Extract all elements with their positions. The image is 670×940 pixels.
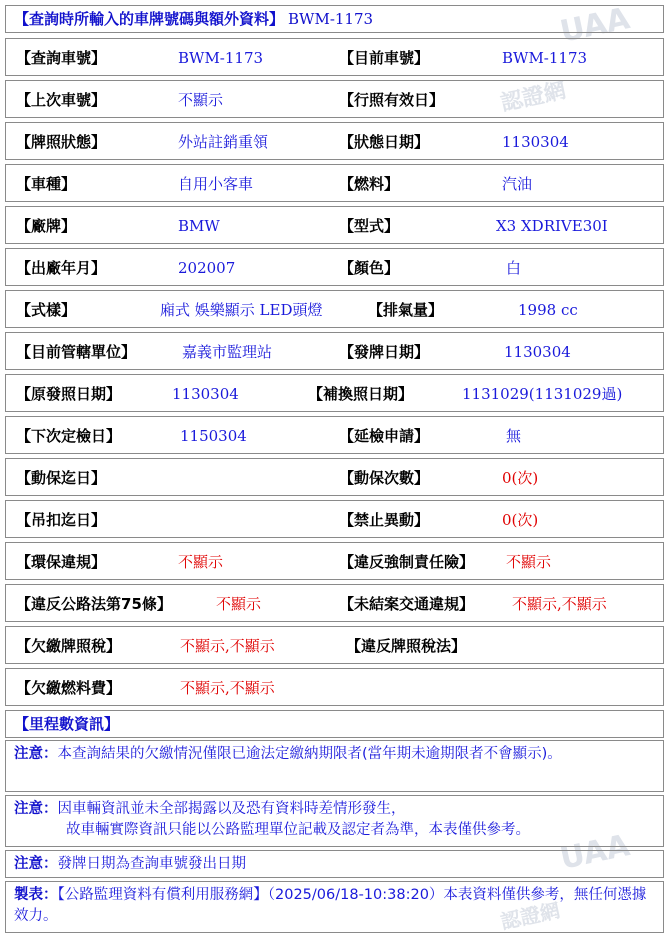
label-next-inspection: 【下次定檢日】 [16,427,122,445]
label-style: 【式樣】 [16,301,77,319]
note-label: 注意： [14,856,58,872]
label-plate-status: 【牌照狀態】 [16,133,107,151]
value-brand: BMW [178,217,220,235]
row-suspension [5,500,664,538]
value-status-date: 1130304 [502,133,569,151]
watermark-bottom: UAA [557,828,633,877]
row-fuel-fee [5,668,664,706]
value-previous-plate: 不顯示 [178,91,224,109]
value-vehicle-type: 自用小客車 [178,175,254,193]
value-style: 廂式 娛樂顯示 LED頭燈 [160,301,323,319]
label-fuel: 【燃料】 [339,175,400,193]
value-movable-security-count: 0(次) [502,469,539,487]
note-report-source [5,881,664,933]
label-status-date: 【狀態日期】 [339,133,430,151]
label-inspection-extension: 【延檢申請】 [339,427,430,445]
value-original-license-date: 1130304 [172,385,239,403]
label-displacement: 【排氣量】 [368,301,444,319]
value-fuel: 汽油 [502,175,533,193]
row-license-tax [5,626,664,664]
note-text: 因車輛資訊並未全部揭露以及恐有資料時差情形發生， [57,801,406,817]
label-original-license-date: 【原發照日期】 [16,385,122,403]
label-brand: 【廠牌】 [16,217,77,235]
row-status [5,122,664,160]
label-current-plate: 【目前車號】 [339,49,430,67]
label-unpaid-license-tax: 【欠繳牌照稅】 [16,637,122,655]
watermark-bottom-sub: 認證網 [498,897,563,934]
note-text: 【公路監理資料有償利用服務網】（2025/06/18-10:38:20）本表資料僅供參考，無任何憑據效力。 [14,887,647,924]
label-license-tax-law-violation: 【違反牌照稅法】 [346,637,467,655]
label-environment-violation: 【環保違規】 [16,553,107,571]
row-inspection [5,416,664,454]
note-label: 製表： [14,887,58,903]
value-unpaid-license-tax: 不顯示,不顯示 [180,637,275,655]
mileage-section-header: 【里程數資訊】 [5,710,664,738]
row-type [5,164,664,202]
note-unpaid-scope [5,740,664,792]
watermark-top-sub: 認證網 [498,78,569,117]
note-label: 注意： [14,801,58,817]
value-reissue-date: 1131029(1131029過) [462,385,623,403]
watermark-top: UAA [557,1,633,50]
label-query-plate: 【查詢車號】 [16,49,107,67]
value-plate-status: 外站註銷重領 [178,133,269,151]
value-issue-date: 1130304 [504,343,571,361]
label-license-valid: 【行照有效日】 [339,91,445,109]
label-insurance-violation: 【違反強制責任險】 [339,553,475,571]
value-inspection-extension: 無 [506,427,522,445]
value-query-plate: BWM-1173 [178,49,264,67]
label-color: 【顏色】 [339,259,400,277]
value-open-traffic-violation: 不顯示,不顯示 [512,595,607,613]
label-reissue-date: 【補換照日期】 [308,385,414,403]
title-plate: BWM-1173 [288,10,374,28]
value-highway-law-violation: 不顯示 [216,595,262,613]
value-jurisdiction: 嘉義市監理站 [182,343,273,361]
label-movable-security-date: 【動保迄日】 [16,469,107,487]
value-environment-violation: 不顯示 [178,553,224,571]
label-transfer-ban: 【禁止異動】 [339,511,430,529]
label-manufacture-date: 【出廠年月】 [16,259,107,277]
row-brand [5,206,664,244]
label-suspension-date: 【吊扣迄日】 [16,511,107,529]
value-manufacture-date: 202007 [178,259,236,277]
value-model: X3 XDRIVE30I [496,217,608,235]
label-unpaid-fuel-fee: 【欠繳燃料費】 [16,679,122,697]
label-jurisdiction: 【目前管轄單位】 [16,343,137,361]
row-plate [5,38,664,76]
label-issue-date: 【發牌日期】 [339,343,430,361]
note-text: 本查詢結果的欠繳情況僅限已逾法定繳納期限者(當年期未逾期限者不會顯示)。 [57,746,562,762]
note-label: 注意： [14,746,58,762]
row-previous [5,80,664,118]
row-jurisdiction [5,332,664,370]
label-highway-law-violation: 【違反公路法第75條】 [16,595,172,613]
value-current-plate: BWM-1173 [502,49,588,67]
value-next-inspection: 1150304 [180,427,247,445]
value-unpaid-fuel-fee: 不顯示,不顯示 [180,679,275,697]
note-issue-date [5,850,664,878]
row-movable-security [5,458,664,496]
value-insurance-violation: 不顯示 [506,553,552,571]
value-color: 白 [506,259,522,277]
row-highway-law [5,584,664,622]
note-text: 發牌日期為查詢車號發出日期 [57,856,246,872]
label-model: 【型式】 [339,217,400,235]
value-transfer-ban: 0(次) [502,511,539,529]
row-license-date [5,374,664,412]
label-open-traffic-violation: 【未結案交通違規】 [339,595,475,613]
row-style [5,290,664,328]
label-movable-security-count: 【動保次數】 [339,469,430,487]
row-manufacture [5,248,664,286]
row-environment [5,542,664,580]
note-data-disclaimer [5,795,664,847]
label-previous-plate: 【上次車號】 [16,91,107,109]
value-displacement: 1998 cc [518,301,578,319]
label-vehicle-type: 【車種】 [16,175,77,193]
note-text-continued: 故車輛實際資訊只能以公路監理單位記載及認定者為準，本表僅供參考。 [66,822,530,838]
title-text: 【查詢時所輸入的車牌號碼與額外資料】 [14,10,285,28]
page-title [5,5,664,33]
